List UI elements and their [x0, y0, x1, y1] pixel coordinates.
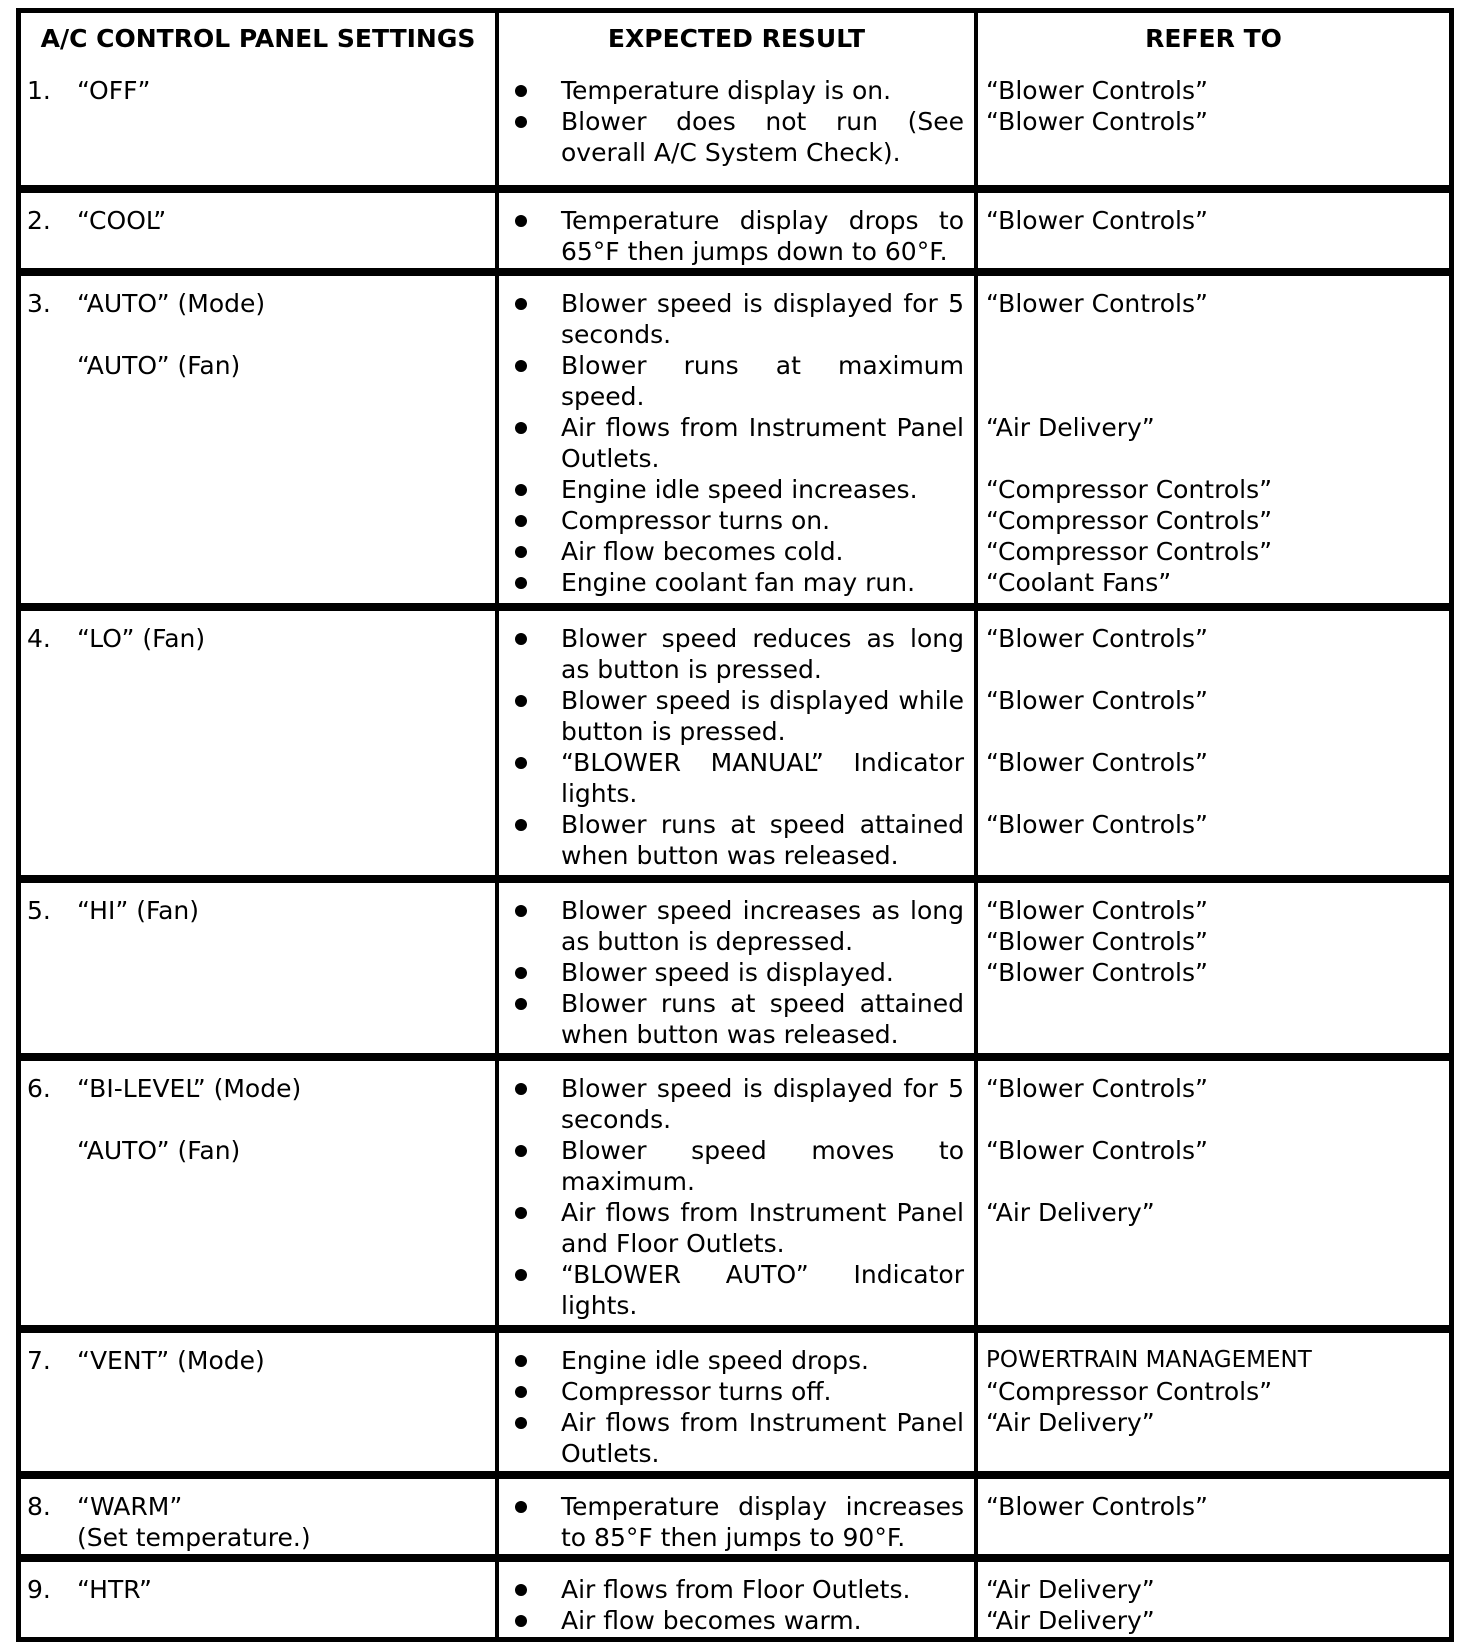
bullet-icon [515, 1083, 527, 1095]
result-text: Compressor turns off. [561, 1376, 832, 1406]
setting-label: “OFF” [77, 76, 151, 105]
refer-item [986, 443, 1449, 474]
refer-item: “Air Delivery” [986, 413, 1155, 443]
settings-cell [21, 276, 499, 611]
result-list [499, 1061, 974, 1321]
result-item [509, 747, 964, 809]
setting-block [21, 1333, 495, 1376]
result-item [509, 895, 964, 957]
result-text: Air flows from Instrument Panel Outlets. [561, 413, 964, 474]
refer-item: “Compressor Controls” [986, 475, 1273, 505]
result-text: Blower speed is displayed while button is pressed. [561, 685, 964, 746]
refer-item: “Compressor Controls” [986, 506, 1273, 536]
bullet-icon [515, 1386, 527, 1398]
refer-item: “Coolant Fans” [986, 568, 1172, 598]
table-row [21, 1061, 1449, 1333]
bullet-icon [515, 484, 527, 496]
refer-item: “Air Delivery” [986, 1197, 1155, 1227]
setting-line [27, 1574, 495, 1605]
result-cell [499, 63, 978, 193]
setting-line [27, 1073, 495, 1104]
settings-cell [21, 63, 499, 193]
bullet-icon [515, 998, 527, 1010]
refer-item [986, 654, 1449, 685]
refer-cell [978, 63, 1449, 193]
bullet-icon [515, 695, 527, 707]
result-cell [499, 1479, 978, 1562]
refer-list [978, 1479, 1449, 1522]
setting-label: “VENT” (Mode) [77, 1345, 265, 1375]
bullet-icon [515, 757, 527, 769]
refer-item [986, 319, 1449, 350]
result-text: Blower runs at speed attained when button was released. [561, 988, 964, 1049]
refer-item: “Blower Controls” [986, 205, 1208, 235]
result-item [509, 412, 964, 474]
bullet-icon [515, 1145, 527, 1157]
result-text: Temperature display increases to 85°F then jumps to 90°F. [561, 1491, 964, 1552]
result-item [509, 75, 964, 106]
result-text: Blower runs at speed attained when button was released. [561, 809, 964, 870]
result-item [509, 474, 964, 505]
result-item [509, 567, 964, 598]
setting-line [27, 623, 495, 654]
refer-item [986, 778, 1449, 809]
table-row [21, 1562, 1449, 1637]
setting-line [27, 205, 495, 236]
table-row [21, 63, 1449, 193]
bullet-icon [515, 298, 527, 310]
setting-sub-label: (Set temperature.) [77, 1522, 311, 1552]
result-cell [499, 611, 978, 883]
header-result: EXPECTED RESULT [499, 13, 978, 63]
result-item [509, 1345, 964, 1376]
row-number: 5. [27, 895, 51, 925]
result-item [509, 205, 964, 267]
refer-item: “Blower Controls” [986, 1073, 1208, 1103]
result-text: Blower speed is displayed. [561, 957, 894, 987]
refer-list [978, 1061, 1449, 1228]
result-text: Blower speed is displayed for 5 seconds. [561, 289, 964, 350]
refer-list [978, 883, 1449, 988]
refer-list [978, 1333, 1449, 1438]
settings-cell [21, 1333, 499, 1479]
result-item [509, 1073, 964, 1135]
setting-label: “WARM” [77, 1491, 183, 1521]
result-list [499, 1333, 974, 1469]
setting-label: “LO” (Fan) [77, 623, 206, 653]
refer-cell [978, 276, 1449, 611]
result-text: “BLOWER AUTO” Indicator lights. [561, 1259, 964, 1320]
result-text: Blower runs at maximum speed. [561, 351, 964, 412]
refer-item: “Blower Controls” [986, 107, 1208, 136]
setting-line [27, 1491, 495, 1522]
result-item [509, 505, 964, 536]
table-row [21, 611, 1449, 883]
setting-sub-label: “AUTO” (Fan) [77, 1135, 241, 1165]
result-item [509, 1605, 964, 1636]
result-item [509, 350, 964, 412]
bullet-icon [515, 116, 527, 128]
result-text: Compressor turns on. [561, 506, 831, 536]
setting-block [21, 1479, 495, 1553]
result-text: Blower speed moves to maximum. [561, 1135, 964, 1196]
result-text: Temperature display drops to 65°F then jumps down to 60°F. [561, 205, 964, 266]
result-text: “BLOWER MANUAL” Indicator lights. [561, 747, 964, 808]
setting-label: “COOL” [77, 205, 167, 235]
bullet-icon [515, 85, 527, 97]
refer-item: “Air Delivery” [986, 1605, 1155, 1635]
result-item [509, 988, 964, 1050]
result-text: Engine coolant fan may run. [561, 568, 916, 598]
header-refer-to: REFER TO [1145, 23, 1282, 53]
setting-label: “HTR” [77, 1574, 152, 1604]
result-list [499, 63, 974, 168]
result-text: Air flows from Floor Outlets. [561, 1574, 911, 1604]
setting-block [21, 611, 495, 654]
table-body [21, 63, 1449, 1637]
row-number: 4. [27, 623, 51, 653]
table-row [21, 883, 1449, 1061]
setting-block [21, 63, 495, 106]
result-text: Engine idle speed increases. [561, 475, 918, 505]
result-item [509, 1259, 964, 1321]
refer-item: “Compressor Controls” [986, 1376, 1273, 1406]
refer-item [986, 381, 1449, 412]
bullet-icon [515, 546, 527, 558]
bullet-icon [515, 515, 527, 527]
setting-line [27, 1345, 495, 1376]
bullet-icon [515, 1269, 527, 1281]
refer-item: “Blower Controls” [986, 76, 1208, 105]
ac-check-table [16, 8, 1454, 1642]
refer-item [986, 716, 1449, 747]
result-list [499, 193, 974, 267]
setting-label: “HI” (Fan) [77, 895, 200, 925]
bullet-icon [515, 633, 527, 645]
settings-cell [21, 1061, 499, 1333]
refer-item: “Blower Controls” [986, 809, 1208, 839]
result-item [509, 288, 964, 350]
refer-cell [978, 193, 1449, 276]
result-item [509, 1491, 964, 1553]
bullet-icon [515, 905, 527, 917]
row-number: 3. [27, 289, 51, 319]
result-list [499, 883, 974, 1050]
setting-sub-label: “AUTO” (Fan) [77, 351, 241, 381]
refer-cell [978, 1333, 1449, 1479]
bullet-icon [515, 967, 527, 979]
row-number: 6. [27, 1073, 51, 1103]
bullet-icon [515, 577, 527, 589]
result-item [509, 1407, 964, 1469]
setting-line [27, 895, 495, 926]
result-cell [499, 193, 978, 276]
header-row [21, 13, 1449, 63]
result-item [509, 1197, 964, 1259]
row-number: 8. [27, 1491, 51, 1521]
refer-item: “Air Delivery” [986, 1407, 1155, 1437]
bullet-icon [515, 1207, 527, 1219]
refer-item: “Blower Controls” [986, 957, 1208, 987]
refer-cell [978, 883, 1449, 1061]
result-item [509, 1135, 964, 1197]
result-text: Blower speed reduces as long as button is pressed. [561, 623, 964, 684]
result-text: Blower speed increases as long as button is depressed. [561, 895, 964, 956]
result-cell [499, 1562, 978, 1637]
result-item [509, 536, 964, 567]
result-list [499, 1479, 974, 1553]
result-text: Air flow becomes cold. [561, 537, 844, 567]
setting-label: “AUTO” (Mode) [77, 289, 266, 319]
result-item [509, 1376, 964, 1407]
header-settings: A/C CONTROL PANEL SETTINGS [21, 13, 499, 63]
setting-line [27, 75, 495, 106]
bullet-icon [515, 819, 527, 831]
result-list [499, 611, 974, 871]
result-text: Air flow becomes warm. [561, 1605, 862, 1635]
table-row [21, 1479, 1449, 1562]
setting-block [21, 883, 495, 926]
result-cell [499, 1333, 978, 1479]
bullet-icon [515, 1355, 527, 1367]
refer-item: “Blower Controls” [986, 926, 1208, 956]
row-number: 2. [27, 205, 51, 235]
settings-cell [21, 883, 499, 1061]
refer-item [986, 1166, 1449, 1197]
result-list [499, 276, 974, 598]
result-item [509, 957, 964, 988]
refer-cell [978, 1061, 1449, 1333]
result-cell [499, 276, 978, 611]
row-number: 1. [27, 76, 51, 105]
settings-cell [21, 1479, 499, 1562]
bullet-icon [515, 1501, 527, 1513]
result-cell [499, 883, 978, 1061]
result-text: Air flows from Instrument Panel and Floor Outlets. [561, 1197, 964, 1258]
refer-item [986, 1104, 1449, 1135]
refer-list [978, 611, 1449, 840]
refer-list [978, 1562, 1449, 1636]
bullet-icon [515, 215, 527, 227]
bullet-icon [515, 1417, 527, 1429]
refer-list [978, 193, 1449, 236]
setting-line [27, 288, 495, 319]
refer-item: “Blower Controls” [986, 747, 1208, 777]
refer-item [986, 350, 1449, 381]
result-text: Engine idle speed drops. [561, 1345, 869, 1375]
table-row [21, 193, 1449, 276]
settings-cell [21, 611, 499, 883]
table-row [21, 276, 1449, 611]
result-item [509, 106, 964, 168]
setting-block [21, 1562, 495, 1605]
refer-item: “Blower Controls” [986, 289, 1208, 319]
setting-label: “BI-LEVEL” (Mode) [77, 1073, 302, 1103]
refer-item: “Blower Controls” [986, 623, 1208, 653]
refer-list [978, 276, 1449, 598]
refer-cell [978, 1562, 1449, 1637]
refer-item: POWERTRAIN MANAGEMENT [986, 1346, 1312, 1373]
refer-item: “Blower Controls” [986, 685, 1208, 715]
row-number: 7. [27, 1345, 51, 1375]
refer-list [978, 63, 1449, 137]
result-cell [499, 1061, 978, 1333]
result-text: Temperature display is on. [561, 76, 892, 105]
settings-cell [21, 1562, 499, 1637]
setting-block [21, 193, 495, 236]
refer-item: “Blower Controls” [986, 895, 1208, 925]
table-row [21, 1333, 1449, 1479]
bullet-icon [515, 1584, 527, 1596]
refer-item: “Compressor Controls” [986, 537, 1273, 567]
bullet-icon [515, 1615, 527, 1627]
refer-item: “Air Delivery” [986, 1574, 1155, 1604]
result-item [509, 685, 964, 747]
refer-cell [978, 1479, 1449, 1562]
result-item [509, 623, 964, 685]
result-text: Blower speed is displayed for 5 seconds. [561, 1073, 964, 1134]
refer-item: “Blower Controls” [986, 1491, 1208, 1521]
result-item [509, 1574, 964, 1605]
result-text: Air flows from Instrument Panel Outlets. [561, 1407, 964, 1468]
settings-cell [21, 193, 499, 276]
bullet-icon [515, 422, 527, 434]
result-list [499, 1562, 974, 1636]
result-text: Blower does not run (See overall A/C System Check). [561, 107, 964, 167]
row-number: 9. [27, 1574, 51, 1604]
setting-block [21, 276, 495, 381]
bullet-icon [515, 360, 527, 372]
result-item [509, 809, 964, 871]
refer-cell [978, 611, 1449, 883]
refer-item: “Blower Controls” [986, 1135, 1208, 1165]
setting-block [21, 1061, 495, 1166]
